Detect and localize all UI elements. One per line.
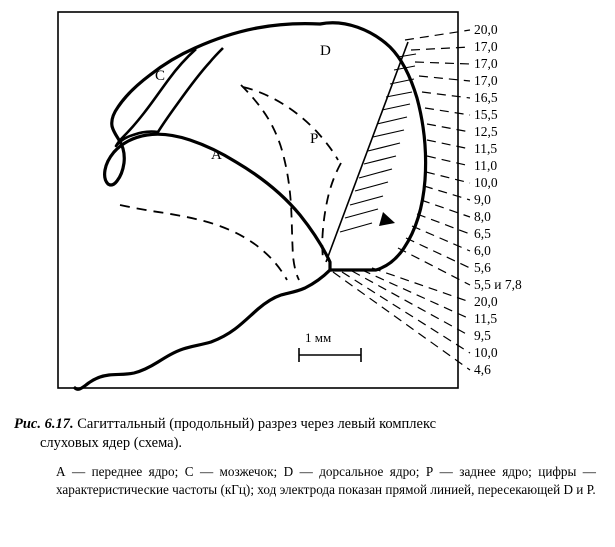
frequency-label: 17,0 [474,56,498,71]
frequency-label: 5,6 [474,260,491,275]
dashed-boundary-d-p [243,87,338,160]
electrode-arrowhead [379,212,395,226]
frequency-label: 17,0 [474,39,498,54]
frequency-label: 11,5 [474,141,498,156]
frequency-label: 4,6 [474,362,491,377]
frequency-label: 10,0 [474,345,498,360]
caption-main [14,415,604,453]
dashed-boundary-a-p [241,85,299,280]
frequency-leader-lines [333,30,470,370]
frequency-label: 5,5 и 7,8 [474,277,522,292]
electrode-tick-marks [340,54,416,232]
region-label-c: C [155,68,166,84]
frequency-label-list [474,0,594,400]
frequency-label: 8,0 [474,209,491,224]
frequency-label: 6,5 [474,226,491,241]
caption-line-1: Сагиттальный (продольный) разрез через левый комплекс [77,416,437,432]
frequency-label: 6,0 [474,243,491,258]
scale-bar [299,348,361,362]
frequency-label: 20,0 [474,22,498,37]
region-label-a: A [211,147,222,163]
dashed-boundary-a-left [120,205,287,280]
caption-line-2: слуховых ядер (схема). [40,435,183,452]
figure-number: Рис. 6.17. [14,416,74,432]
frequency-label: 11,5 [474,311,498,326]
region-label-d: D [320,43,331,59]
frequency-label: 20,0 [474,294,498,309]
frequency-label: 17,0 [474,73,498,88]
auditory-nuclei-outline [105,23,426,270]
figure-caption [14,415,604,499]
frequency-label: 10,0 [474,175,498,190]
caption-legend: А — переднее ядро; С — мозжечок; D — дорсальное ядро; Р — заднее ядро; цифры — характеристические частоты (кГц); ход электрода показан прямой линией, пересекающей D и Р. [56,464,596,497]
region-label-p: P [310,131,319,147]
lower-tissue-contour [75,270,330,389]
frequency-label: 12,5 [474,124,498,139]
electrode-track-line [326,42,408,262]
frequency-label: 15,5 [474,107,498,122]
frequency-label: 9,0 [474,192,491,207]
frequency-label: 16,5 [474,90,498,105]
frequency-label: 11,0 [474,158,498,173]
dashed-boundary-p-lower [322,163,341,258]
frequency-label: 9,5 [474,328,491,343]
scale-bar-label: 1 мм [305,330,332,345]
